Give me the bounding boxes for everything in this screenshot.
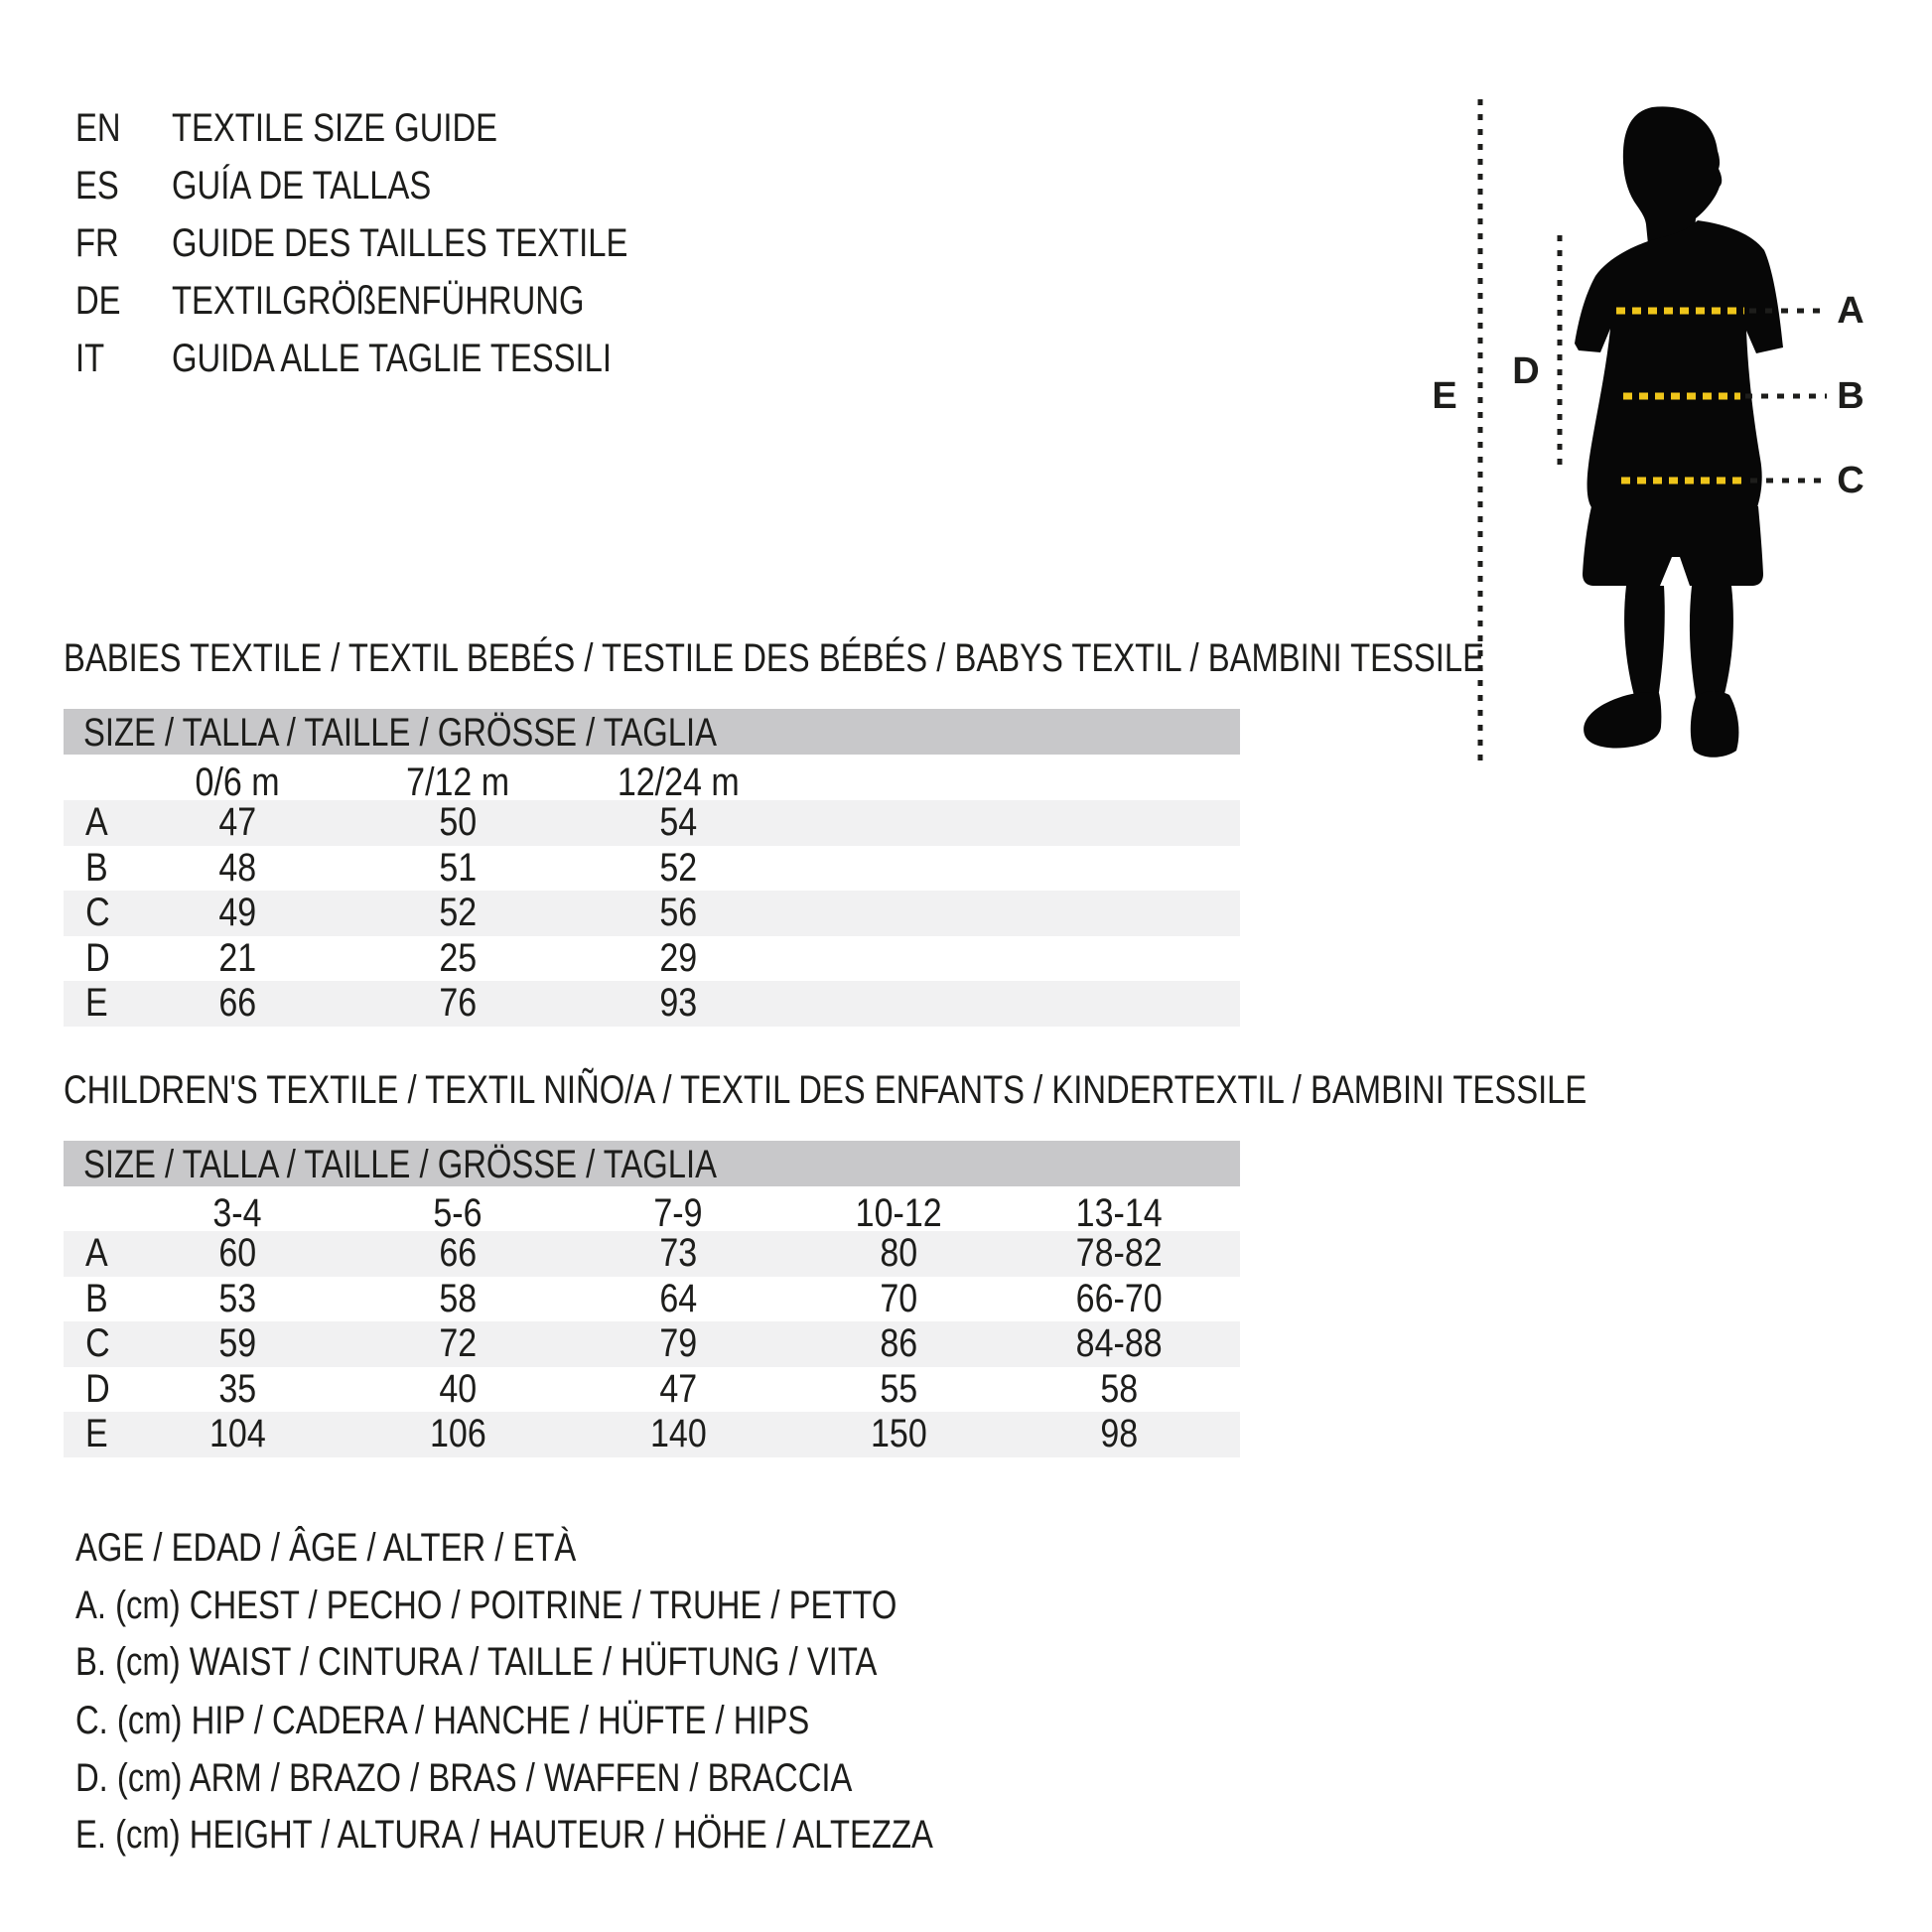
measurement-value: 21 [218, 935, 256, 980]
measurement-value: 80 [880, 1231, 917, 1276]
measurement-value: 140 [649, 1412, 707, 1456]
measurement-value: 48 [218, 845, 256, 890]
legend-line-4: D. (cm) ARM / BRAZO / BRAS / WAFFEN / BRACCIA [75, 1756, 853, 1800]
babies-size-table [64, 759, 1240, 1027]
legend-line-3: C. (cm) HIP / CADERA / HANCHE / HÜFTE / HIPS [75, 1699, 810, 1742]
language-code: IT [75, 337, 105, 380]
language-code: EN [75, 106, 121, 150]
table-row-c [64, 1321, 1240, 1367]
measurement-value: 51 [439, 845, 477, 890]
measurement-value: 84-88 [1075, 1321, 1163, 1366]
size-column-header-row [64, 759, 1240, 804]
size-column-header: 10-12 [855, 1190, 942, 1235]
measurement-value: 47 [218, 800, 256, 845]
measurement-value: 54 [659, 800, 697, 845]
measurement-value: 66 [439, 1231, 477, 1276]
table-row-b [64, 1277, 1240, 1322]
measurement-value: 56 [659, 891, 697, 935]
children-size-bar [64, 1141, 1240, 1186]
babies-section-heading [64, 637, 1796, 679]
table-row-a [64, 1231, 1240, 1277]
measurement-value: 55 [880, 1366, 917, 1411]
language-title: GUIDE DES TAILLES TEXTILE [172, 221, 628, 265]
babies-section-heading-text: BABIES TEXTILE / TEXTIL BEBÉS / TESTILE DES BÉBÉS / BABYS TEXTIL / BAMBINI TESSILE [64, 636, 1484, 680]
figure-label-height-e: E [1432, 375, 1457, 417]
table-row-e [64, 1412, 1240, 1457]
size-column-header: 7/12 m [406, 759, 509, 804]
measurement-value: 78-82 [1075, 1231, 1163, 1276]
measurement-value: 150 [870, 1412, 927, 1456]
children-size-bar-label: SIZE / TALLA / TAILLE / GRÖSSE / TAGLIA [83, 1143, 718, 1186]
size-column-header: 0/6 m [195, 759, 280, 804]
size-column-header: 12/24 m [617, 759, 740, 804]
row-label: C [85, 1321, 110, 1366]
figure-label-waist-b: B [1837, 375, 1864, 417]
figure-label-chest-a: A [1837, 290, 1864, 332]
measurement-value: 52 [439, 891, 477, 935]
table-row-d [64, 1367, 1240, 1413]
figure-label-arm-d: D [1512, 350, 1540, 392]
table-row-b [64, 846, 1240, 892]
children-section-heading [64, 1069, 1921, 1111]
measurement-value: 66 [218, 981, 256, 1026]
measurement-value: 66-70 [1075, 1276, 1163, 1320]
row-label: E [85, 981, 108, 1026]
measurement-value: 25 [439, 935, 477, 980]
babies-size-bar [64, 709, 1240, 755]
language-code: ES [75, 164, 119, 207]
measurement-value: 58 [439, 1276, 477, 1320]
measurement-value: 29 [659, 935, 697, 980]
legend-line-1: A. (cm) CHEST / PECHO / POITRINE / TRUHE / PETTO [75, 1584, 897, 1627]
legend-line-2: B. (cm) WAIST / CINTURA / TAILLE / HÜFTUNG / VITA [75, 1640, 878, 1684]
measurement-value: 40 [439, 1366, 477, 1411]
measurement-value: 73 [659, 1231, 697, 1276]
row-label: A [85, 800, 108, 845]
size-column-header: 3-4 [212, 1190, 262, 1235]
row-label: E [85, 1412, 108, 1456]
table-row-e [64, 981, 1240, 1027]
size-column-header-row [64, 1190, 1240, 1235]
measurement-value: 59 [218, 1321, 256, 1366]
measurement-value: 53 [218, 1276, 256, 1320]
row-label: B [85, 845, 108, 890]
measurement-value: 86 [880, 1321, 917, 1366]
measurement-value: 52 [659, 845, 697, 890]
measurement-value: 49 [218, 891, 256, 935]
language-title: GUÍA DE TALLAS [172, 164, 432, 207]
measurement-value: 72 [439, 1321, 477, 1366]
children-section-heading-text: CHILDREN'S TEXTILE / TEXTIL NIÑO/A / TEXTIL DES ENFANTS / KINDERTEXTIL / BAMBINI TESSILE [64, 1068, 1587, 1112]
table-row-d [64, 936, 1240, 982]
measurement-value: 98 [1100, 1412, 1138, 1456]
figure-label-hip-c: C [1837, 460, 1864, 501]
measurement-value: 58 [1100, 1366, 1138, 1411]
size-column-header: 13-14 [1075, 1190, 1163, 1235]
measurement-value: 50 [439, 800, 477, 845]
measurement-value: 64 [659, 1276, 697, 1320]
legend-line-0: AGE / EDAD / ÂGE / ALTER / ETÀ [75, 1526, 577, 1570]
measurement-value: 106 [429, 1412, 486, 1456]
row-label: D [85, 1366, 110, 1411]
table-row-c [64, 891, 1240, 936]
language-title: TEXTILGRÖßENFÜHRUNG [172, 279, 585, 323]
measurement-value: 93 [659, 981, 697, 1026]
row-label: C [85, 891, 110, 935]
measurement-value: 47 [659, 1366, 697, 1411]
row-label: B [85, 1276, 108, 1320]
language-title: GUIDA ALLE TAGLIE TESSILI [172, 337, 613, 380]
language-title: TEXTILE SIZE GUIDE [172, 106, 498, 150]
table-row-a [64, 800, 1240, 846]
row-label: A [85, 1231, 108, 1276]
babies-size-bar-label: SIZE / TALLA / TAILLE / GRÖSSE / TAGLIA [83, 711, 718, 755]
children-size-table [64, 1190, 1240, 1457]
language-code: FR [75, 221, 119, 265]
measurement-value: 79 [659, 1321, 697, 1366]
measurement-value: 35 [218, 1366, 256, 1411]
size-column-header: 7-9 [653, 1190, 703, 1235]
measurement-value: 76 [439, 981, 477, 1026]
measurement-value: 104 [208, 1412, 266, 1456]
measurement-value: 70 [880, 1276, 917, 1320]
size-column-header: 5-6 [433, 1190, 483, 1235]
row-label: D [85, 935, 110, 980]
measurement-value: 60 [218, 1231, 256, 1276]
legend-line-5: E. (cm) HEIGHT / ALTURA / HAUTEUR / HÖHE / ALTEZZA [75, 1813, 933, 1857]
language-code: DE [75, 279, 121, 323]
